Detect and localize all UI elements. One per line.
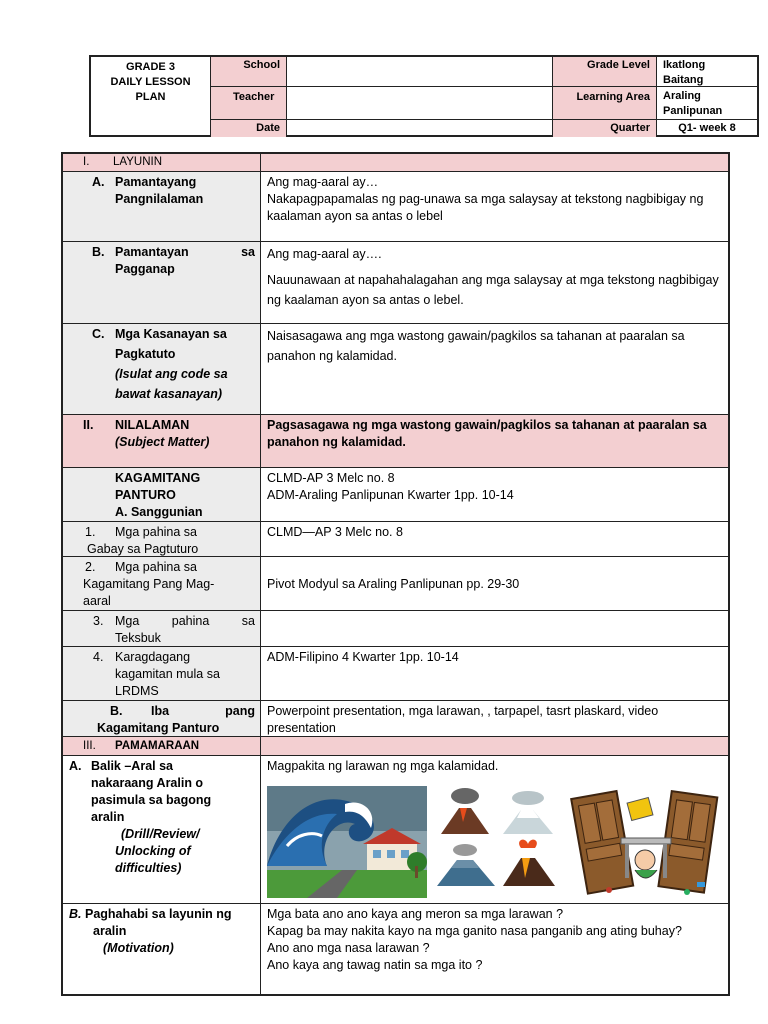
row-content: Pivot Modyul sa Araling Panlipunan pp. 29-30 <box>267 577 520 591</box>
row-teksbuk: 3. Mga pahina sa Teksbuk <box>63 611 728 647</box>
section-nilalaman: II. NILALAMAN (Subject Matter) Pagsasagawa ng mga wastong gawain/pagkilos sa tahanan at paaralan sa panahon ng kalamidad. <box>63 415 728 468</box>
volcano-icons <box>433 786 563 898</box>
title-line: DAILY LESSON <box>110 76 191 88</box>
row-content: Magpakita ng larawan ng mga kalamidad. <box>261 756 728 903</box>
section-label: NILALAMAN <box>115 418 190 432</box>
row-paghahabi-sa-layunin: B. Paghahabi sa layunin ng aralin (Motivation) Mga bata ano ano kaya ang meron sa mga larawan ? Kapag ba may nakita kayo na mga ganito nasa panganib ang ating buhay? Ano ano mga nasa larawan ? Ano kaya ang tawag natin sa mga ito ? <box>63 904 728 994</box>
row-label: Pangnilalaman <box>115 192 204 206</box>
row-iba-pang-kagamitan: B. Iba pang Kagamitang Panturo Powerpoint presentation, mga larawan, , tarpapel, tasrt plaskard, video presentation <box>63 701 728 737</box>
teacher-field[interactable] <box>287 87 553 120</box>
grade-level-label: Grade Level <box>553 57 657 87</box>
row-kagamitang-panturo: KAGAMITANG PANTURO A. Sanggunian CLMD-AP 3 Melc no. 8 ADM-Araling Panlipunan Kwarter 1pp. 10-14 <box>63 468 728 522</box>
item-letter: B. <box>69 907 82 921</box>
row-content: CLMD—AP 3 Melc no. 8 <box>267 525 403 539</box>
row-content: CLMD-AP 3 Melc no. 8 ADM-Araling Panlipunan Kwarter 1pp. 10-14 <box>267 471 514 502</box>
section-number: II. <box>83 418 94 432</box>
section-layunin <box>63 154 728 172</box>
section-pamamaraan <box>63 737 728 756</box>
lesson-plan-table <box>61 152 730 996</box>
section-label: LAYUNIN <box>113 156 162 168</box>
date-field[interactable] <box>287 120 553 137</box>
row-content <box>261 611 728 646</box>
school-field[interactable] <box>287 57 553 87</box>
item-letter: A. <box>92 175 105 189</box>
row-content: Mga bata ano ano kaya ang meron sa mga larawan ? Kapag ba may nakita kayo na mga ganito nasa panganib ang ating buhay? Ano ano mga nasa larawan ? Ano kaya ang tawag natin sa mga ito ? <box>267 907 682 972</box>
section-label: PAMAMARAAN <box>115 740 200 752</box>
row-label: Pagganap <box>115 262 175 276</box>
teacher-label: Teacher <box>211 87 287 120</box>
row-gabay-sa-pagtuturo: 1. Mga pahina sa Gabay sa Pagtuturo CLMD—AP 3 Melc no. 8 <box>63 522 728 557</box>
row-content: Naisasagawa ang mga wastong gawain/pagkilos sa tahanan at paaralan sa panahon ng kalamidad. <box>267 329 685 363</box>
section-number: III. <box>83 740 96 752</box>
learning-area-value: Araling Panlipunan <box>657 87 757 120</box>
row-balik-aral: A. Balik –Aral sa nakaraang Aralin o pasimula sa bagong aralin (Drill/Review/ Unlocking of difficulties) Magpakita ng larawan ng mga kalamidad. <box>63 756 728 904</box>
title-line: PLAN <box>135 91 166 103</box>
tsunami-image <box>267 786 427 898</box>
item-letter: A. <box>69 759 82 773</box>
calamity-images <box>267 786 722 898</box>
grade-level-value: Ikatlong Baitang <box>657 57 757 87</box>
row-content: Ang mag-aaral ay…. Nauunawaan at napahahalagahan ang mga salaysay at mga tekstong nagbibigay ng kaalaman ayon sa antas o lebel. <box>267 247 719 307</box>
row-kasanayan-sa-pagkatuto: C. Mga Kasanayan sa Pagkatuto (Isulat ang code sa bawat kasanayan) Naisasagawa ang mga wastong gawain/pagkilos sa tahanan at paaralan sa panahon ng kalamidad. <box>63 324 728 415</box>
row-pamantayang-pangnilalaman <box>63 172 728 242</box>
row-karagdagang-kagamitan: 4. Karagdagang kagamitan mula sa LRDMS ADM-Filipino 4 Kwarter 1pp. 10-14 <box>63 647 728 701</box>
item-letter: B. <box>92 245 105 259</box>
row-content: ADM-Filipino 4 Kwarter 1pp. 10-14 <box>267 650 459 664</box>
row-kagamitang-pang-mag-aaral: 2. Mga pahina sa Kagamitang Pang Mag- aaral Pivot Modyul sa Araling Panlipunan pp. 29-30 <box>63 557 728 611</box>
row-content: Ang mag-aaral ay… Nakapagpapamalas ng pag-unawa sa mga salaysay at tekstong nagbibigay ng kaalaman ayon sa antas o lebel <box>267 175 704 223</box>
header-title <box>91 57 211 137</box>
title-line: GRADE 3 <box>126 61 175 73</box>
lesson-plan-header <box>89 55 759 137</box>
quarter-label: Quarter <box>553 120 657 137</box>
row-label: Pamantayang <box>115 175 197 189</box>
school-label: School <box>211 57 287 87</box>
item-letter: C. <box>92 327 105 341</box>
row-pamantayan-sa-pagganap: B. Pamantayan sa Pagganap Ang mag-aaral ay…. Nauunawaan at napahahalagahan ang mga salaysay at mga tekstong nagbibigay ng kaalaman ayon sa antas o lebel. <box>63 242 728 324</box>
earthquake-image <box>569 786 721 898</box>
quarter-value: Q1- week 8 <box>678 122 736 134</box>
learning-area-label: Learning Area <box>553 87 657 120</box>
section-number: I. <box>83 156 90 168</box>
row-content: Pagsasagawa ng mga wastong gawain/pagkilos sa tahanan at paaralan sa panahon ng kalamidad. <box>267 418 707 449</box>
row-content: Powerpoint presentation, mga larawan, , tarpapel, tasrt plaskard, video presentation <box>267 704 659 735</box>
date-label: Date <box>211 120 287 137</box>
